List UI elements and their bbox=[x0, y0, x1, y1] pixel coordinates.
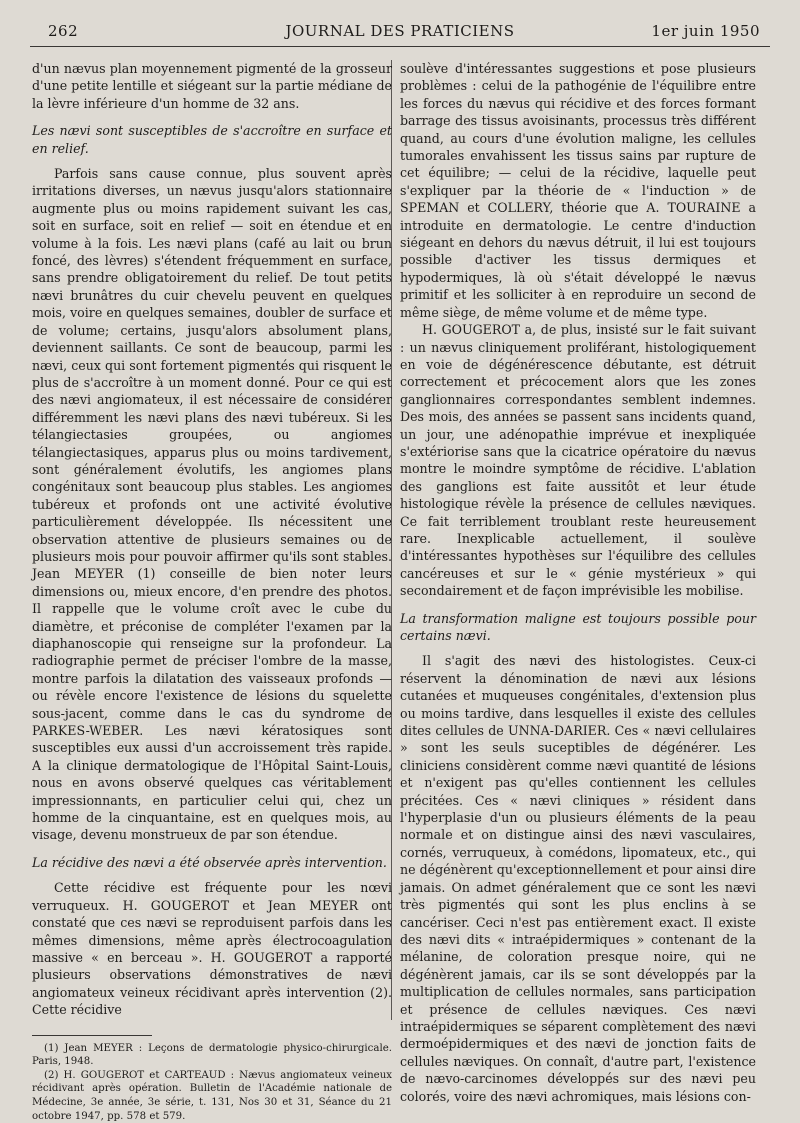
footnote: (1) Jean MEYER : Leçons de dermatologie physico-chirurgicale. Paris, 1948. bbox=[32, 1042, 392, 1068]
running-header bbox=[30, 20, 770, 44]
footnote: (2) H. GOUGEROT et CARTEAUD : Nævus angiomateux veineux récidivant après opération. Bulletin de l'Académie nationale de Médecine, 3e année, 3e série, t. 131, Nos 30 et 31, Séance du 21 octobre 1947, pp. 578 et 579. bbox=[32, 1069, 392, 1122]
right-column bbox=[400, 60, 756, 1105]
footnote-rule bbox=[32, 1035, 152, 1036]
section-heading: Les nævi sont susceptibles de s'accroître en surface et en relief. bbox=[32, 123, 392, 156]
journal-title: JOURNAL DES PRATICIENS bbox=[285, 22, 515, 40]
paragraph: Il s'agit des nævi des histologistes. Ceux-ci réservent la dénomination de nævi aux lésions cutanées et muqueuses congénitales, d'extension plus ou moins tardive, dans lesquelles il existe des cellules dites cellules de UNNA-DARIER. Ces « nævi cellulaires » sont les seuls suceptibles de dégénérer. Les cliniciens considèrent comme nævi quantité de lésions et n'exigent pas qu'elles contiennent les cellules précitées. Ces « nævi cliniques » résident dans l'hyperplasie d'un ou plusieurs éléments de la peau normale et on distingue ainsi des nævi vasculaires, cornés, verruqueux, à comédons, lipomateux, etc., qui ne dégénèrent qu'exceptionnellement et pour ainsi dire jamais. On admet généralement que ce sont les nævi très pigmentés qui sont les plus enclins à se cancériser. Ceci n'est pas entièrement exact. Il existe des nævi dits « intraépidermiques » contenant de la mélanine, de coloration presque noire, qui ne dégénèrent jamais, car ils se sont développés par la multiplication de cellules normales, sans participation et présence de cellules næviques. Ces nævi intraépidermiques se séparent complètement des nævi dermoépidermiques et des nævi de jonction faits de cellules næviques. On connaît, d'autre part, l'existence de nævo-carcinomes développés sur des nævi peu colorés, voire des nævi achromiques, mais lésions con- bbox=[400, 653, 756, 1104]
paragraph: soulève d'intéressantes suggestions et pose plusieurs problèmes : celui de la pathogénie de l'équilibre entre les forces du nævus qui récidive et des forces formant barrage des tissus avoisinants, processus très différent quand, au cours d'une évolution maligne, les cellules tumorales envahissent les tissus sains par rupture de cet équilibre; — celui de la récidive, laquelle peut s'expliquer par la théorie de « l'induction » de SPEMAN et COLLERY, théorie que A. TOURAINE a introduite en dermatologie. Le centre d'induction siégeant en dehors du nævus détruit, il lui est toujours possible d'activer les tissus dermiques et hypodermiques, là où s'était développé le nævus primitif et les solliciter à en reproduire un second de même siège, de même volume et de même type. bbox=[400, 61, 756, 320]
paragraph: d'un nævus plan moyennement pigmenté de la grosseur d'une petite lentille et siégeant sur la partie médiane de la lèvre inférieure d'un homme de 32 ans. bbox=[32, 61, 392, 111]
issue-date: 1er juin 1950 bbox=[651, 22, 760, 40]
page-number: 262 bbox=[48, 22, 79, 40]
paragraph: H. GOUGEROT a, de plus, insisté sur le fait suivant : un nævus cliniquement proliférant, histologiquement en voie de dégénérescence débutante, est détruit correctement et précocement alors que les zones ganglionnaires correspondantes semblent indemnes. Des mois, des années se passent sans incidents quand, un jour, une adénopathie imprévue et inexpliquée s'extériorise sans que la cicatrice opératoire du nævus montre le moindre symptôme de récidive. L'ablation des ganglions est faite aussitôt et leur étude histologique révèle la présence de cellules næviques. Ce fait terriblement troublant reste heureusement rare. Inexplicable actuellement, il soulève d'intéressantes hypothèses sur l'équilibre des cellules cancéreuses et sur le « génie mystérieux » qui secondairement et de façon imprévisible les mobilise. bbox=[400, 322, 756, 599]
section-heading: La récidive des nævi a été observée après intervention. bbox=[32, 854, 387, 870]
left-column bbox=[32, 60, 392, 1123]
paragraph: Parfois sans cause connue, plus souvent après irritations diverses, un nævus jusqu'alors stationnaire augmente plus ou moins rapidement suivant les cas, soit en surface, soit en relief — soit en étendue et en volume à la fois. Les nævi plans (café au lait ou brun foncé, des lèvres) s'étendent fréquemment en surface, sans prendre obligatoirement du relief. De tout petits nævi brunâtres du cuir chevelu peuvent en quelques mois, voire en quelques semaines, doubler de surface et de volume; certains, jusqu'alors absolument plans, deviennent saillants. Ce sont de beaucoup, parmi les nævi, ceux qui sont fortement pigmentés qui risquent le plus de s'accroître à un moment donné. Pour ce qui est des nævi angiomateux, il est nécessaire de considérer différemment les nævi plans des nævi tubéreux. Si les télangiectasies groupées, ou angiomes télangiectasiques, apparus plus ou moins tardivement, sont généralement évolutifs, les angiomes plans congénitaux sont beaucoup plus stables. Les angiomes tubéreux et profonds ont une activité évolutive particulièrement développée. Ils nécessitent une observation attentive de plusieurs semaines ou de plusieurs mois pour pouvoir affirmer qu'ils sont stables. Jean MEYER (1) conseille de bien noter leurs dimensions ou, mieux encore, d'en prendre des photos. Il rappelle que le volume croît avec le cube du diamètre, et préconise de compléter l'examen par la diaphanoscopie qui renseigne sur la profondeur. La radiographie permet de préciser l'ombre de la masse, montre parfois la dilatation des vaisseaux profonds — ou révèle encore l'existence de lésions du squelette sous-jacent, comme dans le cas du syndrome de PARKES-WEBER. Les nævi kératosiques sont susceptibles eux aussi d'un accroissement très rapide. A la clinique dermatologique de l'Hôpital Saint-Louis, nous en avons observé quelques cas véritablement impressionnants, en particulier celui qui, chez un homme de la cinquantaine, est en quelques mois, au visage, devenu monstrueux de par son étendue. bbox=[32, 166, 392, 843]
section-heading: La transformation maligne est toujours possible pour certains nævi. bbox=[400, 610, 756, 643]
paragraph: Cette récidive est fréquente pour les nœvi verruqueux. H. GOUGEROT et Jean MEYER ont constaté que ces nævi se reproduisent parfois dans les mêmes dimensions, même après électrocoagulation massive « en berceau ». H. GOUGEROT a rapporté plusieurs observations démonstratives de nævi angiomateux veineux récidivant après intervention (2). Cette récidive bbox=[32, 880, 392, 1018]
header-rule bbox=[30, 46, 770, 47]
